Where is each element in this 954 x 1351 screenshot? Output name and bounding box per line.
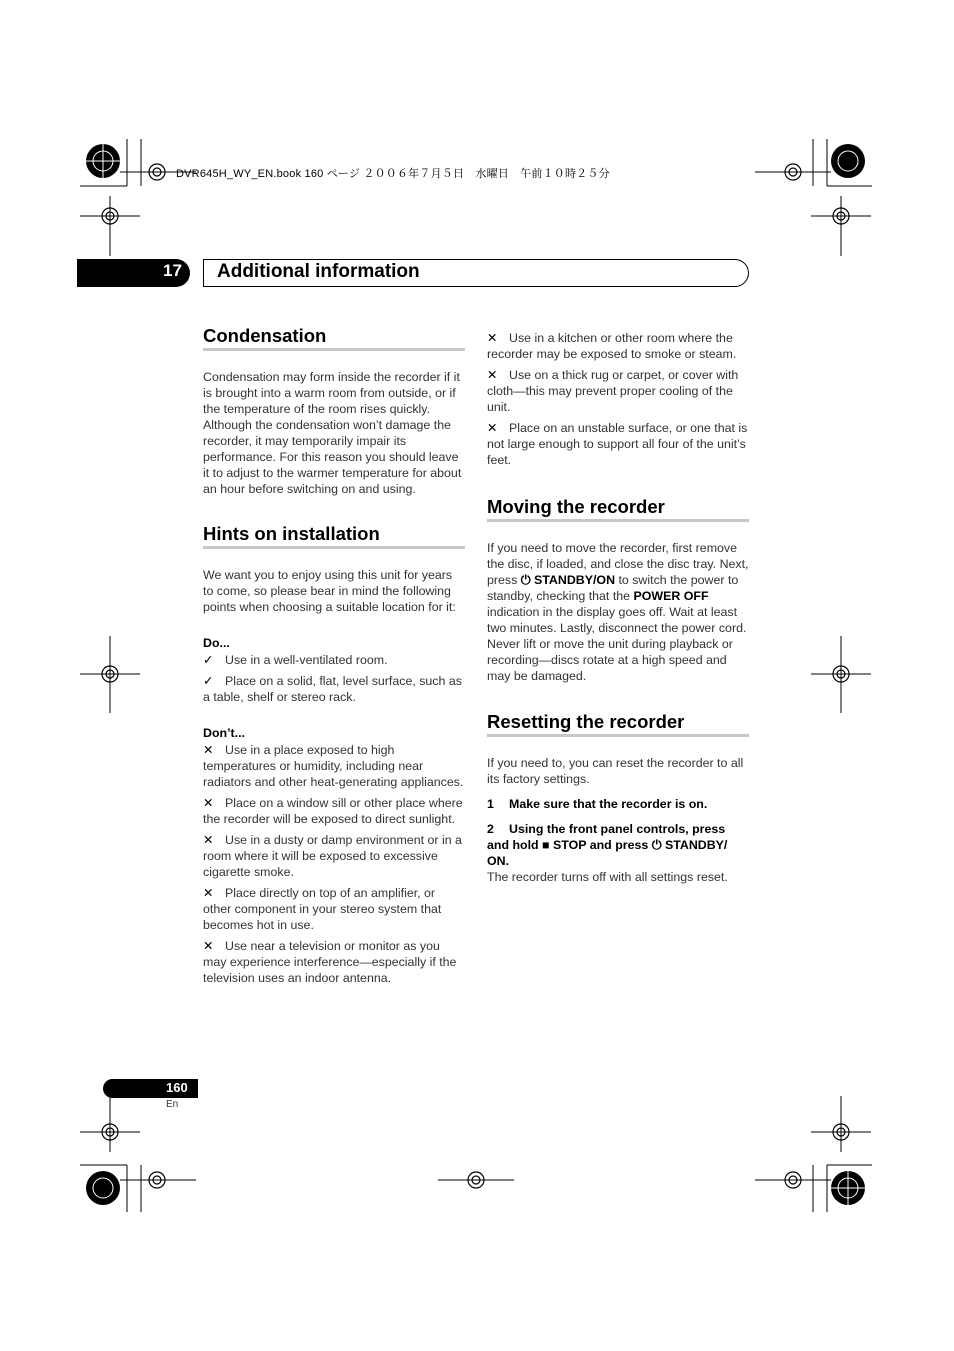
chapter-number: 17 xyxy=(163,261,182,280)
language-label: En xyxy=(166,1099,179,1110)
condensation-heading: Condensation xyxy=(203,328,465,351)
cross-icon: ✕ xyxy=(203,833,214,847)
condensation-body: Condensation may form inside the recorder if it is brought into a warm room from outside, or if the temperature of the room rises quickly. Although the condensation won’t damage the recorder, it may temporarily impair its performance. For this reason you should leave it to adjust to the warmer temperature for about an hour before switching on and using. xyxy=(203,370,462,496)
right-column xyxy=(487,330,749,885)
resetting-intro: If you need to, you can reset the recorder to all its factory settings. xyxy=(487,756,744,786)
dont-item: ✕ Place on a window sill or other place where the recorder will be exposed to direct sunlight. xyxy=(203,796,463,826)
check-icon: ✓ xyxy=(203,653,214,667)
dont-item: ✕ Use in a place exposed to high temperatures or humidity, including near radiators and other heat-generating appliances. xyxy=(203,743,464,789)
power-icon: ⏻ xyxy=(651,838,662,852)
stop-icon: ■ xyxy=(542,838,550,852)
power-icon: ⏻ xyxy=(520,573,531,587)
cross-icon: ✕ xyxy=(203,796,214,810)
dont-item: ✕ Use in a kitchen or other room where the recorder may be exposed to smoke or steam. xyxy=(487,331,737,361)
do-item: ✓ Place on a solid, flat, level surface, such as a table, shelf or stereo rack. xyxy=(203,674,462,704)
dont-heading: Don’t... xyxy=(203,726,245,740)
hints-heading: Hints on installation xyxy=(203,526,465,549)
cross-icon: ✕ xyxy=(487,421,498,435)
do-heading: Do... xyxy=(203,636,230,650)
cross-icon: ✕ xyxy=(203,939,214,953)
dont-item: ✕ Place on an unstable surface, or one that is not large enough to support all four of the unit’s feet. xyxy=(487,421,748,467)
cross-icon: ✕ xyxy=(203,886,214,900)
do-item: ✓ Use in a well-ventilated room. xyxy=(203,653,388,667)
dont-item: ✕ Use in a dusty or damp environment or in a room where it will be exposed to excessive cigarette smoke. xyxy=(203,833,462,879)
resetting-result: The recorder turns off with all settings reset. xyxy=(487,870,728,884)
cross-icon: ✕ xyxy=(487,331,498,345)
check-icon: ✓ xyxy=(203,674,214,688)
resetting-heading: Resetting the recorder xyxy=(487,714,749,737)
print-header: DVR645H_WY_EN.book 160 ページ ２００６年７月５日 水曜日 午前１０時２５分 xyxy=(176,168,610,180)
hints-intro: We want you to enjoy using this unit for years to come, so please bear in mind the following points when choosing a suitable location for it: xyxy=(203,568,456,614)
dont-item: ✕ Place directly on top of an amplifier, or other component in your stereo system that becomes hot in use. xyxy=(203,886,442,932)
page-number: 160 xyxy=(166,1080,188,1095)
dont-item: ✕ Use on a thick rug or carpet, or cover with cloth—this may prevent proper cooling of the unit. xyxy=(487,368,739,414)
cross-icon: ✕ xyxy=(203,743,214,757)
dont-item: ✕ Use near a television or monitor as you may experience interference—especially if the television uses an indoor antenna. xyxy=(203,939,457,985)
step-1: 1 Make sure that the recorder is on. xyxy=(487,797,708,811)
cross-icon: ✕ xyxy=(487,368,498,382)
moving-heading: Moving the recorder xyxy=(487,499,749,522)
moving-body: If you need to move the recorder, first remove the disc, if loaded, and close the disc tray. Next, press ⏻ STANDBY/ON to switch the power to standby, checking that the POWER OFF indication in the display goes off. Wait at least two minutes. Lastly, disconnect the power cord. Never lift or move the unit during playback or recording—discs rotate at a high speed and may be damaged. xyxy=(487,541,749,683)
left-column xyxy=(203,325,465,986)
step-2: 2 Using the front panel controls, press and hold ■ STOP and press ⏻ STANDBY/ ON. xyxy=(487,822,728,868)
chapter-title: Additional information xyxy=(217,261,420,282)
